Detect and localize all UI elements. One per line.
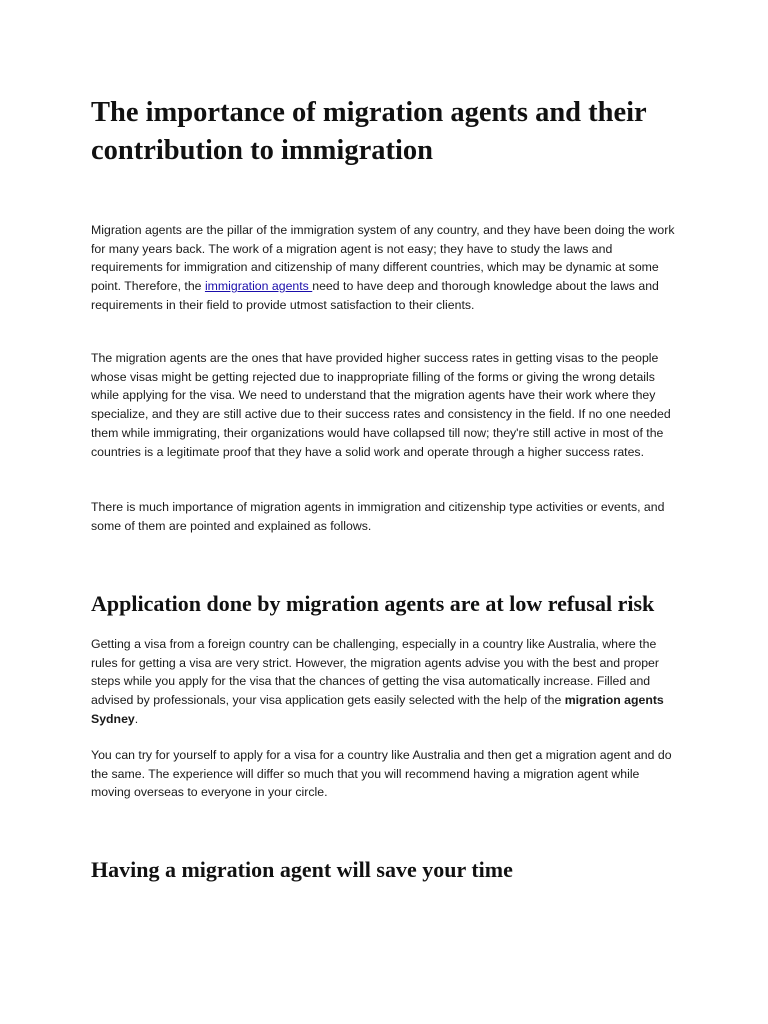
section-heading-low-refusal-risk: Application done by migration agents are at low refusal risk — [91, 591, 655, 616]
intro-paragraph-1-text-start: Migration agents are the pillar of the immigration system of any country, and they have been doing the work for many years back. The work of a migration agent is not easy; they have to study the laws and requirements for immigration and citizenship of many different countries, which may be dynamic at some point. Therefore, the — [91, 223, 675, 294]
section1-paragraph-1-text-end: . — [134, 711, 139, 726]
immigration-agents-link[interactable]: immigration agents — [204, 279, 313, 294]
page-title: The importance of migration agents and their contribution to immigration — [91, 97, 647, 166]
section1-paragraph-1 — [91, 635, 677, 729]
section-heading-save-time: Having a migration agent will save your time — [91, 857, 513, 882]
intro-paragraph-1-text-end: need to have deep and thorough knowledge about the laws and requirements in their field to provide utmost satisfaction to their clients. — [91, 279, 659, 312]
section1-paragraph-2: You can try for yourself to apply for a visa for a country like Australia and then get a migration agent and do the same. The experience will differ so much that you will recommend having a migration agent while moving overseas to everyone in your circle. — [91, 748, 672, 800]
section1-paragraph-1-text-start: Getting a visa from a foreign country can be challenging, especially in a country like Australia, where the rules for getting a visa are very strict. However, the migration agents advise you with the best and proper steps while you apply for the visa that the chances of getting the visa automatically increase. Filled and advised by professionals, your visa application gets easily selected with the help of the — [91, 637, 659, 708]
intro-paragraph-3: There is much importance of migration agents in immigration and citizenship type activities or events, and some of them are pointed and explained as follows. — [91, 500, 665, 533]
intro-paragraph-1 — [91, 221, 677, 315]
intro-paragraph-2: The migration agents are the ones that have provided higher success rates in getting visas to the people whose visas might be getting rejected due to inappropriate filling of the forms or giving the wrong details while applying for the visa. We need to understand that the migration agents have their work where they specialize, and they are still active due to their success rates and consistency in the field. If no one needed them while immigrating, their organizations would have collapsed till now; they're still active in most of the countries is a legitimate proof that they have a solid work and operate through a higher success rates. — [91, 351, 671, 459]
migration-agents-sydney-bold: migration agents Sydney — [91, 693, 664, 726]
